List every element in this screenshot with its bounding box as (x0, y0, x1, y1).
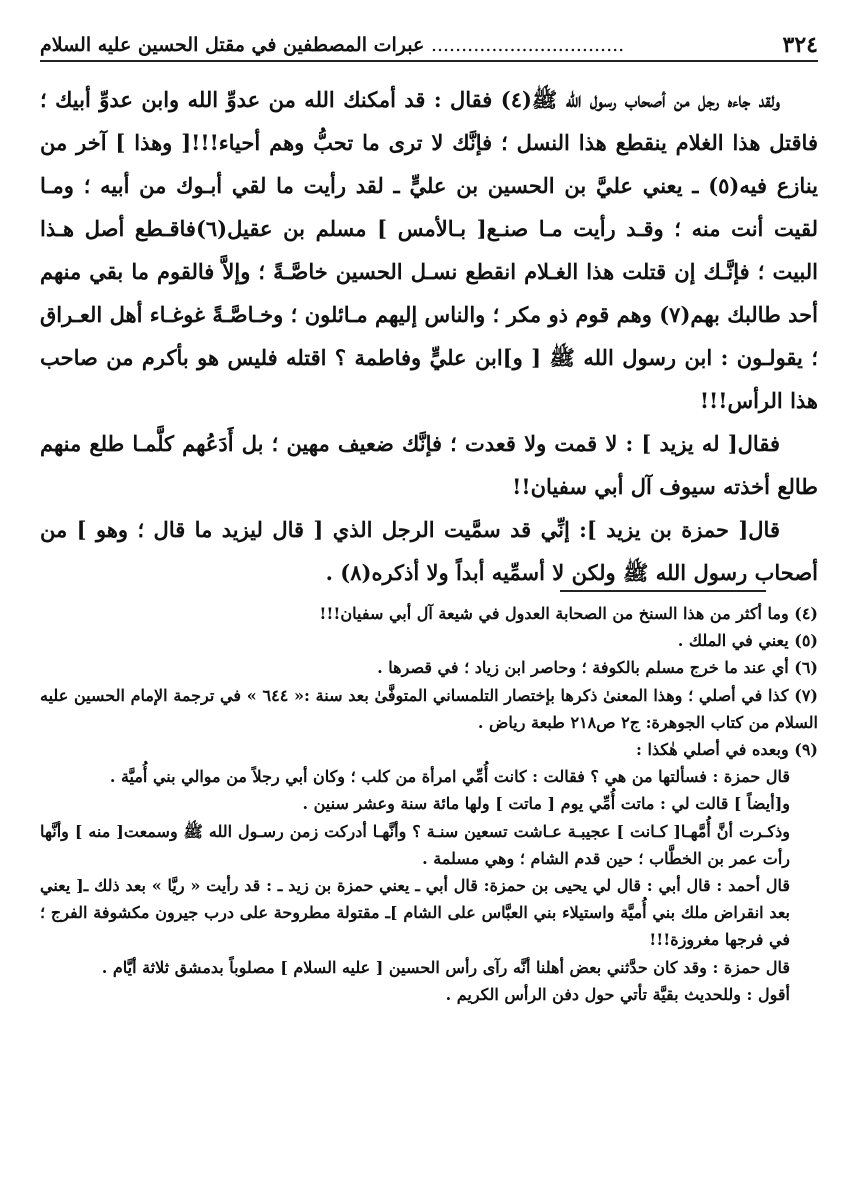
footnote-9-line-6: أقول : وللحديث بقيَّة تأتي حول دفن الرأس الكريم . (445, 984, 790, 1004)
page-header (40, 26, 818, 62)
footnote-4: (٤) وما أكثر من هذا السنخ من الصحابة العدول في شيعة آل أبي سفيان!!! (319, 604, 818, 623)
main-text (40, 78, 818, 594)
footnote-9: (٩) وبعده في أصلي هٰكذا : (636, 740, 818, 760)
footnote-5: (٥) يعني في الملك . (677, 631, 818, 651)
title-dots: ................................ (430, 34, 625, 56)
running-title (40, 34, 624, 60)
footnote-9-line-3: وذكـرت أنَّ أُمَّهـا[ كـانت ] عجيبـة عـاشت تسعين سنـة ؟ وأنَّهـا أدركت زمن رسـول الله ﷺ وسمعت[ منه ] وأنَّها رأت عمر بن الخطَّاب ؛ حين قدم الشام ؛ وهي مسلمة . (40, 821, 791, 868)
main-paragraph-2: فقال[ له يزيد ] : لا قمت ولا قعدت ؛ فإنَّك ضعيف مهين ؛ بل أَدَعُهم كلَّمـا طلع منهم طالع أخذته سيوف آل أبي سفيان!! (40, 431, 818, 499)
footnote-9-line-1: قال حمزة : فسألتها من هي ؟ فقالت : كانت أُمِّي امرأة من كلب ؛ وكان أبي رجلاً من موالي بني أُميَّة . (109, 767, 790, 787)
footnotes (40, 600, 818, 1008)
footnote-6: (٦) أي عند ما خرج مسلم بالكوفة ؛ وحاصر ابن زياد ؛ في قصرها . (377, 658, 818, 678)
page-number: ٣٢٤ (782, 32, 818, 58)
main-paragraph-1: ولقد جاءه رجل من أصحاب رسول الله ﷺ(٤) فقال : قد أمكنك الله من عدوِّ الله وابن عدوِّ أبيك ؛ فاقتل هذا الغلام ينقطع هذا النسل ؛ فإنَّك لا ترى ما تحبُّ وهم أحياء!!![ وهذا ] آخر من ينازع فيه(٥) ـ يعني عليَّ بن الحسين بن عليٍّ ـ لقد رأيت ما لقي أبـوك من أبيه ؛ ومـا لقيت أنت منه ؛ وقـد رأيت مـا صنـع[ بـالأمس ] مسلم بن عقيل(٦)فاقـطع أصل هـذا البيت ؛ فإنَّـك إن قتلت هذا الغـلام انقطع نسـل الحسين خاصَّـةً ؛ وإلاَّ فالقوم ما بقي منهم أحد طالبك بهم(٧) وهم قوم ذو مكر ؛ والناس إليهم مـائلون ؛ وخـاصَّـةً غوغـاء أهل العـراق ؛ يقولـون : ابن رسول الله ﷺ [ و]ابن عليٍّ وفاطمة ؟ اقتله فليس هو بأكرم من صاحب هذا الرأس!!! (40, 87, 818, 413)
footnote-7: (٧) كذا في أصلي ؛ وهذا المعنىٰ ذكرها بإختصار التلمساني المتوفَّىٰ بعد سنة :« ٦٤٤ » في ترجمة الإمام الحسين عليه السلام من كتاب الجوهرة: ج٢ ص٢١٨ طبعة رياض . (40, 685, 818, 732)
footnote-9-line-4: قال أحمد : قال أبي : قال لي يحيى بن حمزة: قال أبي ـ يعني حمزة بن زيد ـ : قد رأيت « ريَّا » بعد ذلك ـ[ يعني بعد انقراض ملك بني أُميَّة واستيلاء بني العبَّاس على الشام ]ـ مقتولة مطروحة على درب جيرون مكشوفة الفرج ؛ في فرجها مغروزة!!! (40, 876, 791, 950)
footnote-separator (560, 590, 766, 592)
footnote-9-line-2: و[أيضاً ] قالت لي : ماتت أُمِّي يوم [ ماتت ] ولها مائة سنة وعشر سنين . (302, 794, 790, 814)
running-title-text: عبرات المصطفين في مقتل الحسين عليه السلام (40, 34, 425, 56)
main-paragraph-3: قال[ حمزة بن يزيد ]: إنِّي قد سمَّيت الرجل الذي [ قال ليزيد ما قال ؛ وهو ] من أصحاب رسول الله ﷺ ولكن لا أسمِّيه أبداً ولا أذكره(٨) . (40, 517, 818, 585)
footnote-9-line-5: قال حمزة : وقد كان حدَّثني بعض أهلنا أنَّه رآى رأس الحسين [ عليه السلام ] مصلوباً بدمشق ثلاثة أيَّام . (101, 957, 790, 977)
